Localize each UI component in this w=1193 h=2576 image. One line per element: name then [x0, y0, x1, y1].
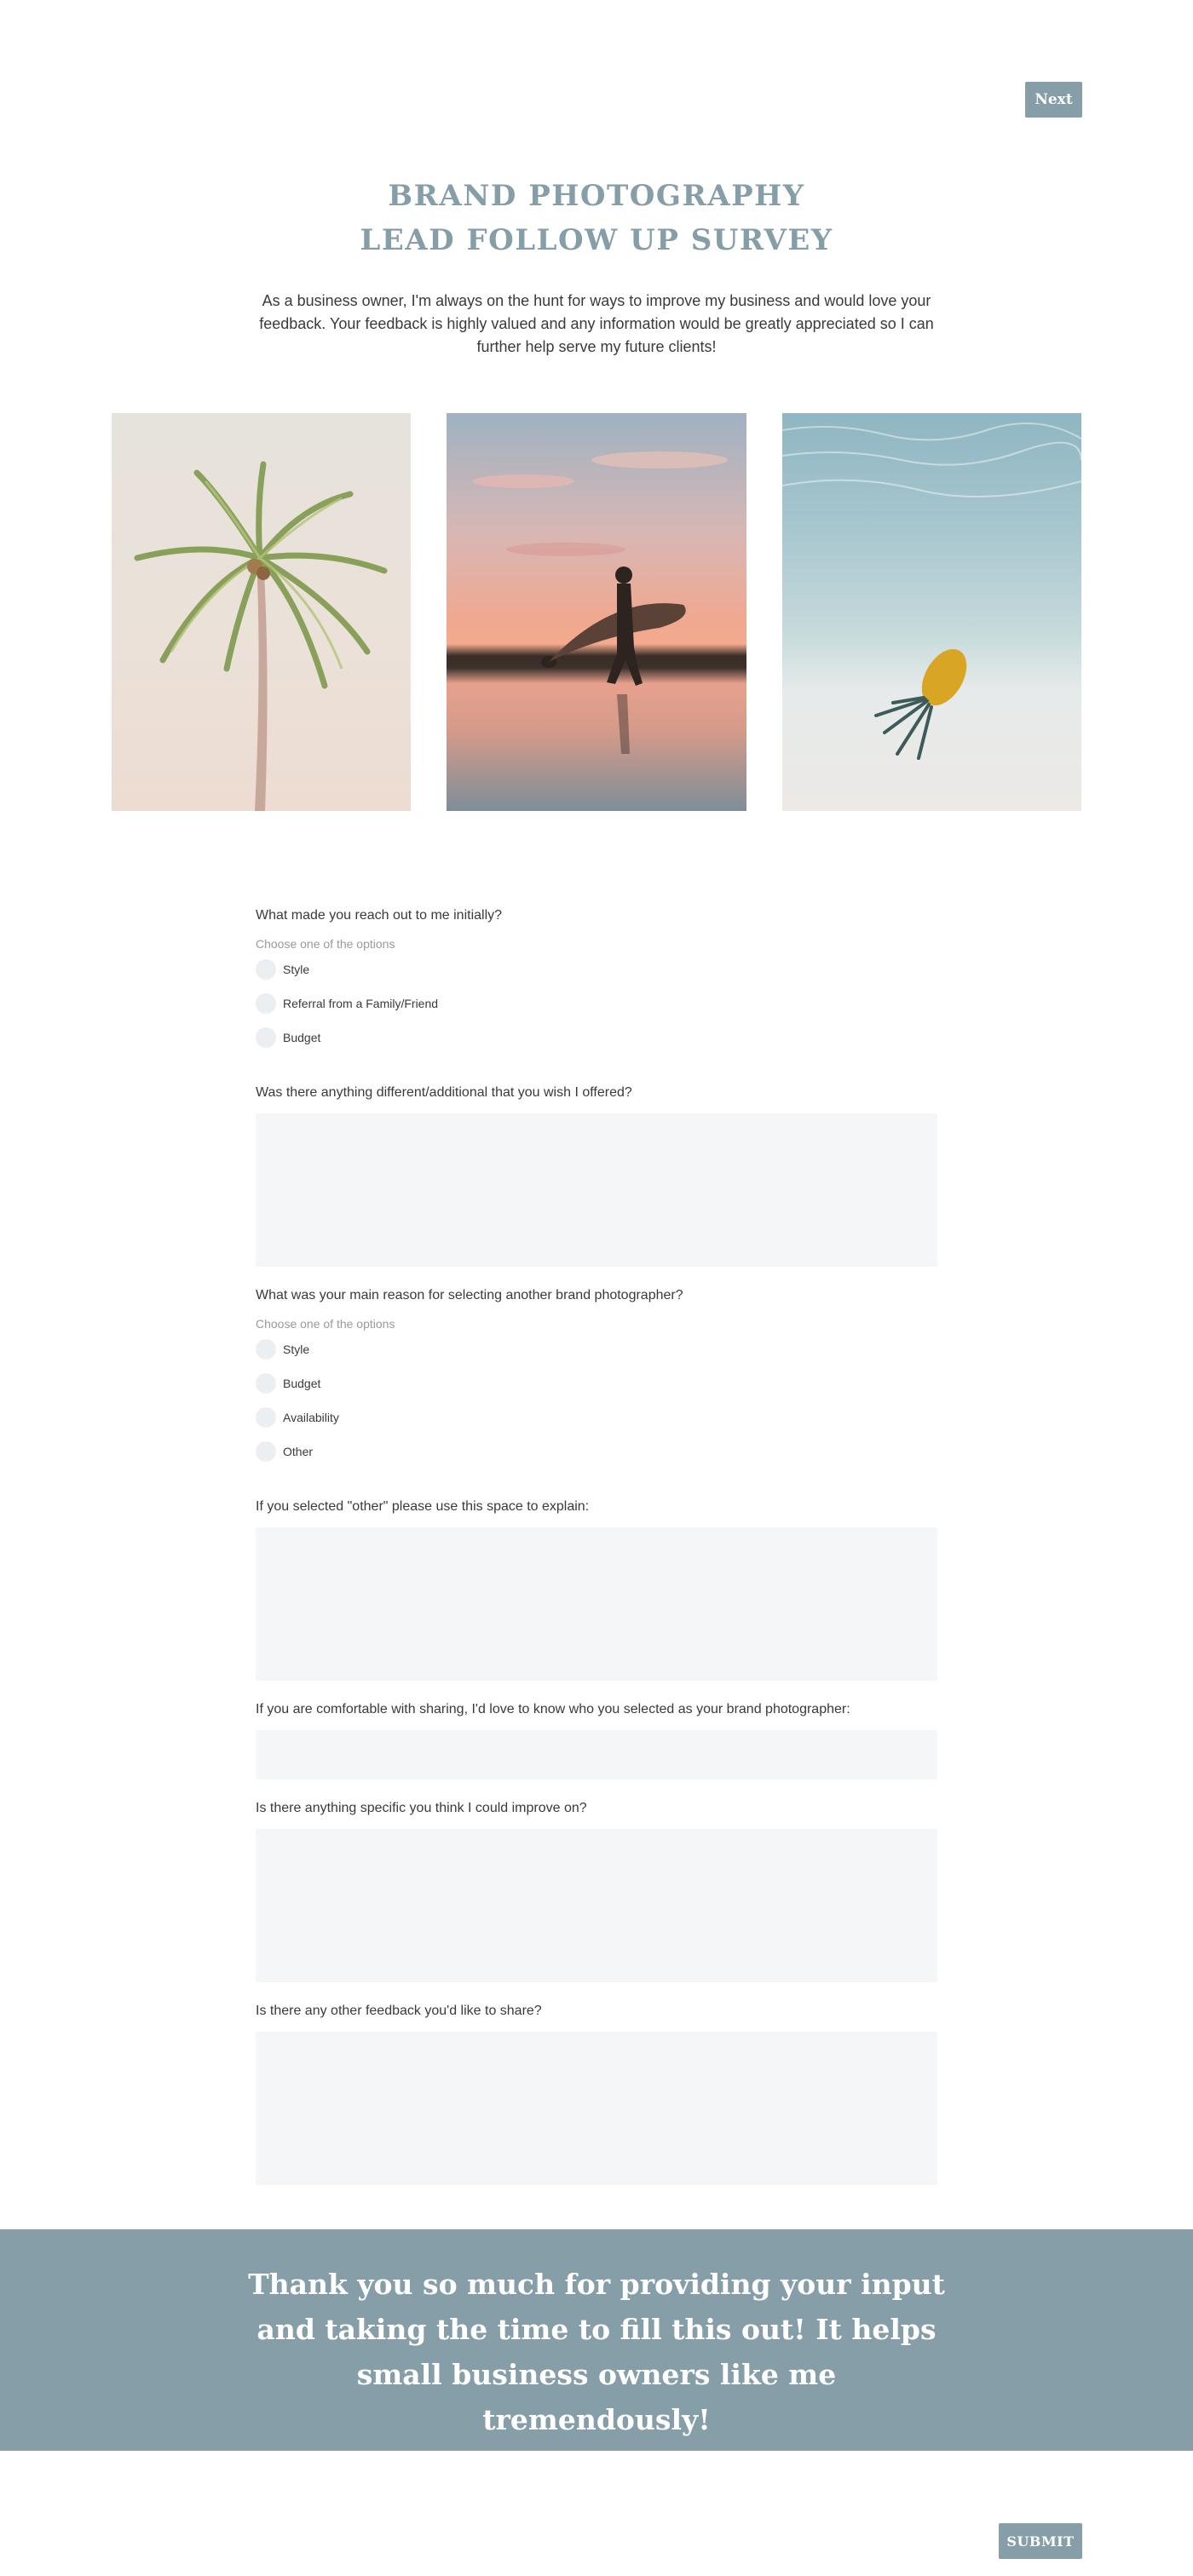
q1-option-style[interactable] — [256, 959, 309, 980]
palm-tree-photo — [112, 413, 411, 811]
radio-label: Style — [283, 1343, 310, 1356]
pineapple-illustration — [782, 413, 1081, 811]
question-2-label: Was there anything different/additional that you wish I offered? — [256, 1085, 632, 1100]
question-5-label: If you are comfortable with sharing, I'd love to know who you selected as your brand photographer: — [256, 1702, 850, 1716]
q1-option-referral[interactable] — [256, 993, 438, 1014]
radio-button[interactable] — [256, 1407, 276, 1428]
other-explanation-textarea[interactable] — [256, 1527, 937, 1681]
other-feedback-textarea[interactable] — [256, 2032, 937, 2185]
radio-button[interactable] — [256, 1027, 276, 1048]
question-6-label: Is there anything specific you think I could improve on? — [256, 1801, 587, 1815]
pineapple-photo — [782, 413, 1081, 811]
q1-option-budget[interactable] — [256, 1027, 320, 1048]
radio-button[interactable] — [256, 959, 276, 980]
additional-offerings-textarea[interactable] — [256, 1113, 937, 1267]
radio-button[interactable] — [256, 1441, 276, 1462]
surfer-illustration — [447, 413, 746, 811]
q3-option-availability[interactable] — [256, 1407, 339, 1428]
intro-text: As a business owner, I'm always on the hunt for ways to improve my business and would love your feedback. Your feedback is highly valued and any information would be greatly appreciated so I can further help serve my future clients! — [259, 292, 934, 355]
radio-button[interactable] — [256, 1373, 276, 1394]
radio-label: Availability — [283, 1411, 339, 1424]
improvements-textarea[interactable] — [256, 1829, 937, 1982]
selected-photographer-input[interactable] — [256, 1730, 937, 1780]
surfer-photo — [447, 413, 746, 811]
question-7-label: Is there any other feedback you'd like to share? — [256, 2004, 542, 2018]
page-title-line-1: BRAND PHOTOGRAPHY — [388, 179, 805, 213]
question-3-label: What was your main reason for selecting another brand photographer? — [256, 1288, 683, 1302]
question-1-label: What made you reach out to me initially? — [256, 908, 503, 923]
palm-tree-illustration — [112, 413, 411, 811]
question-4-label: If you selected "other" please use this space to explain: — [256, 1499, 590, 1514]
radio-label: Style — [283, 963, 310, 976]
question-3-hint: Choose one of the options — [256, 1317, 395, 1331]
q3-option-style[interactable] — [256, 1339, 309, 1360]
q3-option-budget[interactable] — [256, 1373, 320, 1394]
page-title-line-2: LEAD FOLLOW UP SURVEY — [360, 223, 833, 257]
radio-button[interactable] — [256, 1339, 276, 1360]
submit-button[interactable]: SUBMIT — [999, 2523, 1082, 2559]
radio-label: Budget — [283, 1377, 321, 1390]
radio-label: Referral from a Family/Friend — [283, 997, 439, 1010]
radio-label: Other — [283, 1445, 314, 1458]
next-button[interactable]: Next — [1025, 82, 1082, 118]
q3-option-other[interactable] — [256, 1441, 313, 1462]
radio-label: Budget — [283, 1031, 321, 1044]
question-1-hint: Choose one of the options — [256, 937, 395, 951]
thank-you-message: Thank you so much for providing your input and taking the time to fill this out! It helps small business owners like me tremendously! — [248, 2268, 945, 2436]
radio-button[interactable] — [256, 993, 276, 1014]
